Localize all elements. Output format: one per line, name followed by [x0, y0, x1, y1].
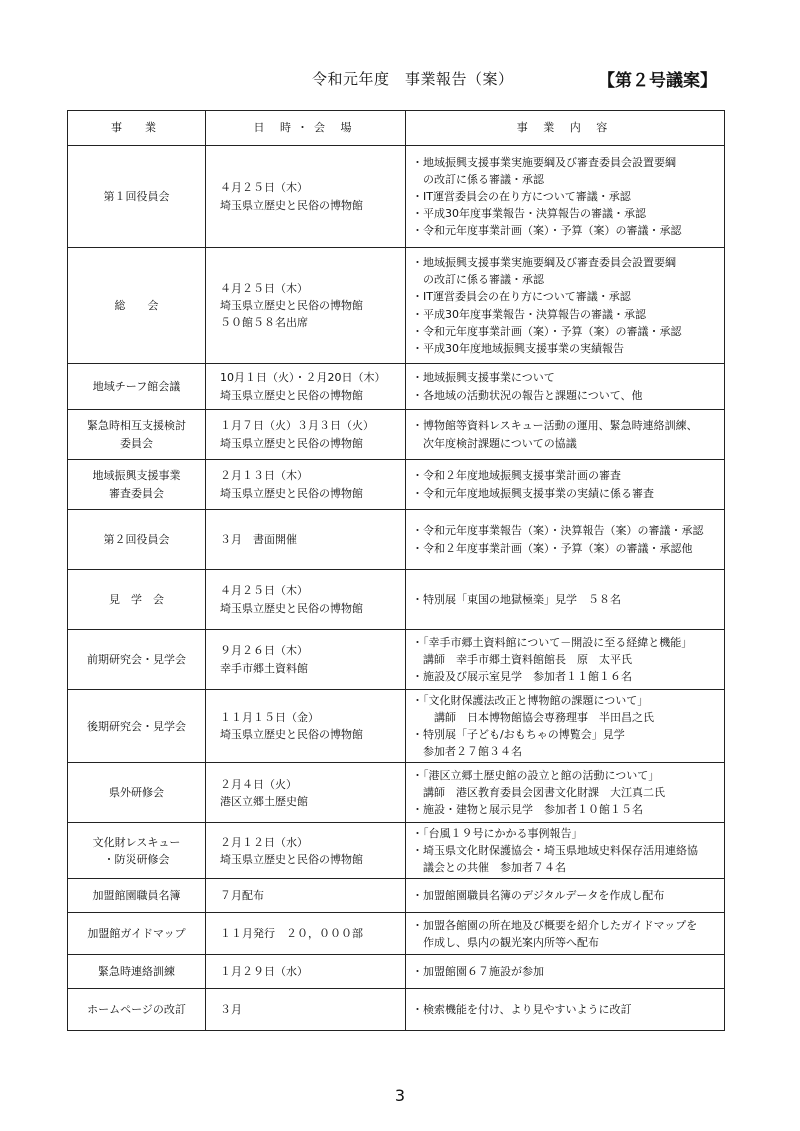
- date-venue-cell: [206, 989, 406, 1031]
- content-line: の改訂に係る審議・承認: [412, 172, 544, 186]
- date-venue-cell: [206, 879, 406, 913]
- event-name-cell: [68, 570, 206, 630]
- event-name-line: 地域振興支援事業: [92, 469, 181, 483]
- content-line: の改訂に係る審議・承認: [412, 273, 544, 287]
- content-cell: [406, 879, 725, 913]
- event-name-cell: [68, 364, 206, 410]
- date-venue-line: ２月１３日（木）: [220, 469, 308, 483]
- date-venue-cell: [206, 570, 406, 630]
- content-line: ・特別展「東国の地獄極楽」見学 ５８名: [412, 592, 621, 606]
- table-row: [68, 570, 725, 630]
- content-line: ・平成30年度事業報告・決算報告の審議・承認: [412, 307, 646, 321]
- content-line: ・博物館等資料レスキュー活動の運用、緊急時連絡訓練、: [412, 419, 698, 433]
- event-name-line: 前期研究会・見学会: [87, 652, 186, 666]
- table-row: [68, 823, 725, 879]
- event-name-line: 地域チーフ館会議: [92, 379, 181, 393]
- content-cell: [406, 955, 725, 989]
- date-venue-line: 埼玉県立歴史と民俗の博物館: [220, 198, 363, 212]
- table-row: [68, 364, 725, 410]
- content-line: ・検索機能を付け、より見やすいように改訂: [412, 1003, 632, 1017]
- event-name-line: 文化財レスキュー: [92, 835, 181, 849]
- date-venue-cell: [206, 410, 406, 460]
- content-line: ・IT運営委員会の在り方について審議・承認: [412, 290, 631, 304]
- event-name-line: 見 学 会: [109, 592, 164, 606]
- event-name-line: 第１回役員会: [103, 189, 170, 203]
- table-row: [68, 913, 725, 955]
- date-venue-line: ９月２６日（木）: [220, 644, 308, 658]
- content-line: ・「台風１９号にかかる事例報告」: [412, 827, 583, 841]
- event-name-line: 後期研究会・見学会: [87, 719, 186, 733]
- event-name-line: 県外研修会: [109, 786, 164, 800]
- date-venue-line: ４月２５日（木）: [220, 584, 308, 598]
- content-line: ・令和２年度事業計画（案）・予算（案）の審議・承認他: [412, 541, 693, 555]
- content-cell: [406, 630, 725, 690]
- table-row: [68, 630, 725, 690]
- content-cell: [406, 690, 725, 763]
- date-venue-line: ３月: [220, 1003, 242, 1017]
- column-header-content: 事 業 内 容: [406, 111, 725, 146]
- content-line: ・特別展「子ども/おもちゃの博覧会」見学: [412, 728, 625, 742]
- content-line: ・令和２年度地域振興支援事業計画の審査: [412, 469, 621, 483]
- content-cell: [406, 823, 725, 879]
- event-name-cell: [68, 146, 206, 248]
- table-row: [68, 763, 725, 823]
- date-venue-cell: [206, 763, 406, 823]
- event-name-cell: [68, 630, 206, 690]
- event-name-cell: [68, 410, 206, 460]
- column-header-event: 事 業: [68, 111, 206, 146]
- content-line: ・地域振興支援事業実施要綱及び審査委員会設置要綱: [412, 256, 676, 270]
- date-venue-line: 埼玉県立歴史と民俗の博物館: [220, 298, 363, 312]
- event-name-line: 加盟館園職員名簿: [92, 889, 181, 903]
- date-venue-line: ５０館５８名出席: [220, 316, 308, 330]
- content-cell: [406, 510, 725, 570]
- date-venue-cell: [206, 913, 406, 955]
- event-name-line: 審査委員会: [109, 486, 164, 500]
- date-venue-line: ４月２５日（木）: [220, 281, 308, 295]
- content-cell: [406, 989, 725, 1031]
- content-cell: [406, 410, 725, 460]
- event-name-cell: [68, 989, 206, 1031]
- date-venue-cell: [206, 690, 406, 763]
- content-line: ・施設・建物と展示見学 参加者１０館１５名: [412, 803, 643, 817]
- event-name-cell: [68, 823, 206, 879]
- content-line: 次年度検討課題についての協議: [412, 436, 577, 450]
- table-row: [68, 879, 725, 913]
- content-line: 作成し、県内の観光案内所等へ配布: [412, 935, 599, 949]
- event-name-line: ・防災研修会: [103, 852, 170, 866]
- date-venue-line: １月７日（火）３月３日（火）: [220, 419, 374, 433]
- event-name-line: 委員会: [120, 436, 153, 450]
- date-venue-line: ４月２５日（木）: [220, 181, 308, 195]
- content-line: ・IT運営委員会の在り方について審議・承認: [412, 189, 631, 203]
- column-header-date-venue: 日 時・会 場: [206, 111, 406, 146]
- content-line: ・平成30年度地域振興支援事業の実績報告: [412, 341, 624, 355]
- document-title: 令和元年度 事業報告（案）: [312, 70, 514, 88]
- table-row: [68, 510, 725, 570]
- content-line: 参加者２７館３４名: [412, 745, 522, 759]
- event-name-cell: [68, 913, 206, 955]
- table-row: [68, 460, 725, 510]
- content-line: ・加盟館園職員名簿のデジタルデータを作成し配布: [412, 889, 665, 903]
- content-line: ・平成30年度事業報告・決算報告の審議・承認: [412, 207, 646, 221]
- table-row: [68, 410, 725, 460]
- date-venue-cell: [206, 823, 406, 879]
- date-venue-line: 港区立郷土歴史館: [220, 794, 308, 808]
- content-cell: [406, 913, 725, 955]
- date-venue-line: 埼玉県立歴史と民俗の博物館: [220, 486, 363, 500]
- content-line: 講師 港区教育委員会図書文化財課 大江真二氏: [412, 786, 665, 800]
- event-name-line: 第２回役員会: [103, 532, 170, 546]
- content-line: ・令和元年度事業報告（案）・決算報告（案）の審議・承認: [412, 524, 704, 538]
- content-cell: [406, 763, 725, 823]
- table-row: [68, 248, 725, 364]
- event-name-cell: [68, 763, 206, 823]
- date-venue-cell: [206, 510, 406, 570]
- date-venue-cell: [206, 146, 406, 248]
- content-cell: [406, 570, 725, 630]
- event-name-line: 加盟館ガイドマップ: [87, 927, 186, 941]
- date-venue-line: １１月１５日（金）: [220, 711, 319, 725]
- content-line: ・加盟館園６７施設が参加: [412, 965, 544, 979]
- event-name-cell: [68, 690, 206, 763]
- agenda-tag: 【第２号議案】: [598, 71, 717, 91]
- event-name-cell: [68, 955, 206, 989]
- event-name-line: 緊急時相互支援検討: [87, 419, 186, 433]
- content-cell: [406, 248, 725, 364]
- table-row: [68, 989, 725, 1031]
- content-cell: [406, 460, 725, 510]
- date-venue-line: 埼玉県立歴史と民俗の博物館: [220, 728, 363, 742]
- content-line: ・地域振興支援事業について: [412, 371, 555, 385]
- table-row: [68, 146, 725, 248]
- event-name-cell: [68, 248, 206, 364]
- event-name-cell: [68, 879, 206, 913]
- date-venue-cell: [206, 955, 406, 989]
- page-number: 3: [394, 1086, 406, 1105]
- table-row: [68, 955, 725, 989]
- date-venue-line: 埼玉県立歴史と民俗の博物館: [220, 601, 363, 615]
- date-venue-line: ２月１２日（水）: [220, 835, 308, 849]
- event-name-line: 総 会: [114, 298, 159, 312]
- date-venue-line: ３月 書面開催: [220, 532, 297, 546]
- event-name-line: ホームページの改訂: [87, 1003, 186, 1017]
- content-cell: [406, 364, 725, 410]
- date-venue-line: １月２９日（水）: [220, 965, 308, 979]
- event-name-cell: [68, 510, 206, 570]
- content-line: ・令和元年度事業計画（案）・予算（案）の審議・承認: [412, 324, 682, 338]
- table-header-row: [68, 111, 725, 146]
- content-line: ・令和元年度事業計画（案）・予算（案）の審議・承認: [412, 224, 682, 238]
- event-name-line: 緊急時連絡訓練: [98, 965, 175, 979]
- date-venue-line: ２月４日（火）: [220, 777, 297, 791]
- content-cell: [406, 146, 725, 248]
- content-line: ・「幸手市郷土資料館について－開設に至る経緯と機能」: [412, 635, 693, 649]
- date-venue-cell: [206, 630, 406, 690]
- date-venue-line: 10月１日（火）・２月20日（木）: [220, 371, 386, 385]
- content-line: ・埼玉県文化財保護協会・埼玉県地域史料保存活用連絡協: [412, 844, 698, 858]
- date-venue-cell: [206, 364, 406, 410]
- date-venue-cell: [206, 460, 406, 510]
- content-line: 講師 日本博物館協会専務理事 半田昌之氏: [412, 711, 654, 725]
- content-line: 議会との共催 参加者７４名: [412, 861, 566, 875]
- content-line: ・地域振興支援事業実施要綱及び審査委員会設置要綱: [412, 155, 676, 169]
- content-line: ・「港区立郷土歴史館の設立と館の活動について」: [412, 769, 660, 783]
- date-venue-line: ７月配布: [220, 889, 264, 903]
- date-venue-line: 埼玉県立歴史と民俗の博物館: [220, 852, 363, 866]
- date-venue-line: 幸手市郷土資料館: [220, 661, 308, 675]
- date-venue-line: １１月発行 ２０，０００部: [220, 927, 363, 941]
- content-line: ・令和元年度地域振興支援事業の実績に係る審査: [412, 486, 654, 500]
- content-line: ・施設及び展示室見学 参加者１１館１６名: [412, 670, 632, 684]
- report-table: [67, 110, 725, 1031]
- date-venue-line: 埼玉県立歴史と民俗の博物館: [220, 436, 363, 450]
- date-venue-cell: [206, 248, 406, 364]
- content-line: ・「文化財保護法改正と博物館の課題について」: [412, 694, 649, 707]
- content-line: ・加盟各館園の所在地及び概要を紹介したガイドマップを: [412, 918, 698, 932]
- date-venue-line: 埼玉県立歴史と民俗の博物館: [220, 388, 363, 402]
- table-row: [68, 690, 725, 763]
- content-line: ・各地域の活動状況の報告と課題について、他: [412, 388, 643, 402]
- event-name-cell: [68, 460, 206, 510]
- content-line: 講師 幸手市郷土資料館館長 原 太平氏: [412, 652, 632, 666]
